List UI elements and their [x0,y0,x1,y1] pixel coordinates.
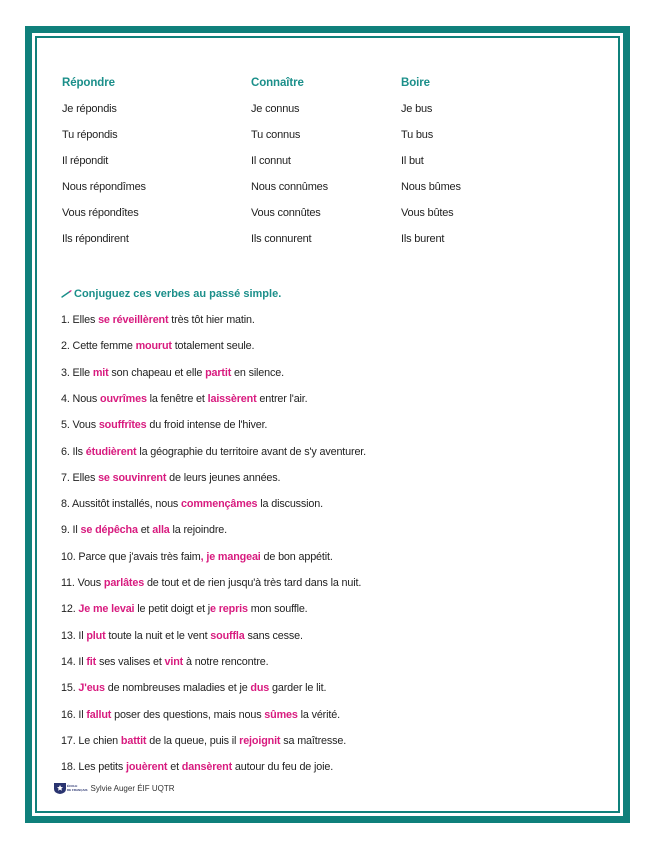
sentence-text: la discussion. [257,498,323,511]
exercise-item [61,524,227,536]
sentence-text: de la queue, puis il [146,734,240,747]
logo-text [67,785,88,792]
sentence-text: la vérité. [297,708,340,721]
conjugation-form: Nous connûmes [251,181,328,193]
sentence-text: 8. Aussitôt installés, nous [61,498,182,511]
exercise-item [61,340,254,352]
conjugation-form: Je bus [401,103,433,115]
conjugated-verb: battit [120,734,147,747]
conjugated-verb: parlâtes [103,577,145,589]
conjugated-verb: mourut [135,340,172,353]
conjugated-verb: se dépêcha [80,524,138,537]
sentence-text: mon souffle. [247,603,308,616]
sentence-text: ses valises et [96,655,165,668]
conjugated-verb: fit [86,655,97,668]
sentence-text: 14. Il [61,655,87,668]
sentence-text: 18. Les petits [61,761,126,774]
conjugation-form: Tu bus [401,129,434,141]
conjugation-form: Il connut [251,155,291,167]
sentence-text: la fenêtre et [146,392,208,405]
conjugation-form: Vous répondîtes [62,207,139,219]
conjugated-verb: alla [152,524,170,537]
sentence-text: 5. Vous [61,419,99,432]
exercise-item [61,682,326,694]
sentence-text: 12. [61,603,79,616]
sentence-text: 3. Elle [61,366,93,379]
sentence-text: 13. Il [61,629,87,642]
sentence-text: de nombreuses maladies et je [104,682,251,695]
exercise-item [61,393,308,405]
conjugated-verb: se réveillèrent [98,314,169,326]
verb-header-boire: Boire [401,77,430,89]
conjugated-verb: jouèrent [125,761,168,774]
exercise-item [61,656,269,668]
sentence-text: 2. Cette femme [61,340,136,353]
sentence-text: 16. Il [61,708,87,721]
conjugated-verb: plut [86,629,106,642]
conjugated-verb: laissèrent [207,392,257,405]
conjugated-verb: partit [205,366,232,379]
conjugation-form: Il répondit [62,155,109,167]
conjugated-verb: vint [164,655,184,668]
sentence-text: 15. [61,682,79,695]
sentence-text: la géographie du territoire avant de s'y aventurer. [136,445,367,458]
sentence-text: en silence. [231,366,284,379]
exercise-item [61,472,280,484]
sentence-text: 1. Elles [61,314,99,326]
sentence-text: la rejoindre. [169,524,227,537]
instruction-text: Conjuguez ces verbes au passé simple. [74,288,282,300]
exercise-item [61,709,340,721]
verb-header-repondre: Répondre [62,77,115,89]
exercise-item [61,314,255,326]
conjugated-verb: étudièrent [85,445,137,458]
sentence-text: 10. Parce que j'avais très faim [61,550,201,563]
conjugated-verb: souffrîtes [98,419,147,432]
sentence-text: 4. Nous [61,392,101,405]
sentence-text: son chapeau et elle [108,366,206,379]
exercise-item [61,419,267,431]
sentence-text: 17. Le chien [61,734,121,747]
conjugation-form: Tu répondis [62,129,118,141]
sentence-text: 11. Vous [61,577,104,589]
conjugation-form: Nous répondîmes [62,181,146,193]
conjugation-form: Tu connus [251,129,301,141]
conjugation-form: Nous bûmes [401,181,461,193]
exercise-item [61,603,308,615]
sentence-text: de tout et de rien jusqu'à très tard dans la nuit. [144,577,362,589]
sentence-text: sa maîtresse. [280,734,347,747]
logo-line: ÉCOLE [67,784,78,788]
conjugated-verb: commençâmes [181,498,258,511]
sentence-text: de bon appétit. [260,550,333,563]
sentence-text: poser des questions, mais nous [111,708,265,721]
sentence-text: du froid intense de l'hiver. [146,419,268,432]
conjugation-form: Il but [401,155,424,167]
conjugated-verb: dansèrent [181,761,233,774]
sentence-text: le petit doigt et j [134,603,211,616]
sentence-text: à notre rencontre. [183,655,269,668]
conjugation-form: Ils répondirent [62,233,129,245]
conjugated-verb: se souvinrent [98,471,167,484]
sentence-text: totalement seule. [171,340,255,353]
sentence-text: 6. Ils [61,445,86,458]
conjugated-verb: fallut [86,708,112,721]
exercise-item [61,630,303,642]
exercise-item [61,761,333,773]
footer [54,783,175,794]
sentence-text: sans cesse. [244,629,303,642]
conjugated-verb: , je mangeai [200,550,261,563]
conjugation-form: Ils connurent [251,233,312,245]
conjugated-verb: souffla [210,629,245,642]
conjugated-verb: J'eus [78,682,105,695]
sentence-text: entrer l'air. [256,392,308,405]
school-logo [54,783,88,794]
conjugation-form: Ils burent [401,233,445,245]
verb-header-connaitre: Connaître [251,77,304,89]
exercise-instruction [61,288,281,300]
sentence-text: 7. Elles [61,471,99,484]
sentence-text: autour du feu de joie. [232,761,334,774]
sentence-text: 9. Il [61,524,81,537]
exercise-item [61,498,323,510]
exercise-item [61,367,284,379]
sentence-text: toute la nuit et le vent [105,629,211,642]
sentence-text: et [167,761,182,774]
conjugated-verb: sûmes [264,708,298,721]
sentence-text: et [137,524,153,537]
author-credit: Sylvie Auger ÉIF UQTR [90,784,175,793]
conjugated-verb: dus [250,682,270,695]
conjugation-form: Vous connûtes [251,207,321,219]
exercise-item [61,446,366,458]
sentence-text: très tôt hier matin. [168,314,255,326]
sentence-text: de leurs jeunes années. [166,471,281,484]
conjugated-verb: ouvrîmes [100,392,147,405]
pencil-icon [61,290,72,298]
sentence-text: garder le lit. [269,682,327,695]
exercise-item [61,735,346,747]
conjugation-form: Je répondis [62,103,117,115]
conjugation-form: Vous bûtes [401,207,454,219]
conjugated-verb: Je me levai [78,603,135,616]
exercise-item [61,551,333,563]
conjugated-verb: rejoignit [239,734,281,747]
conjugation-form: Je connus [251,103,300,115]
conjugated-verb: e repris [210,603,248,616]
logo-line: DE FRANÇAIS [67,787,88,792]
exercise-item [61,577,361,589]
school-logo-icon [54,783,66,794]
conjugated-verb: mit [92,366,109,379]
